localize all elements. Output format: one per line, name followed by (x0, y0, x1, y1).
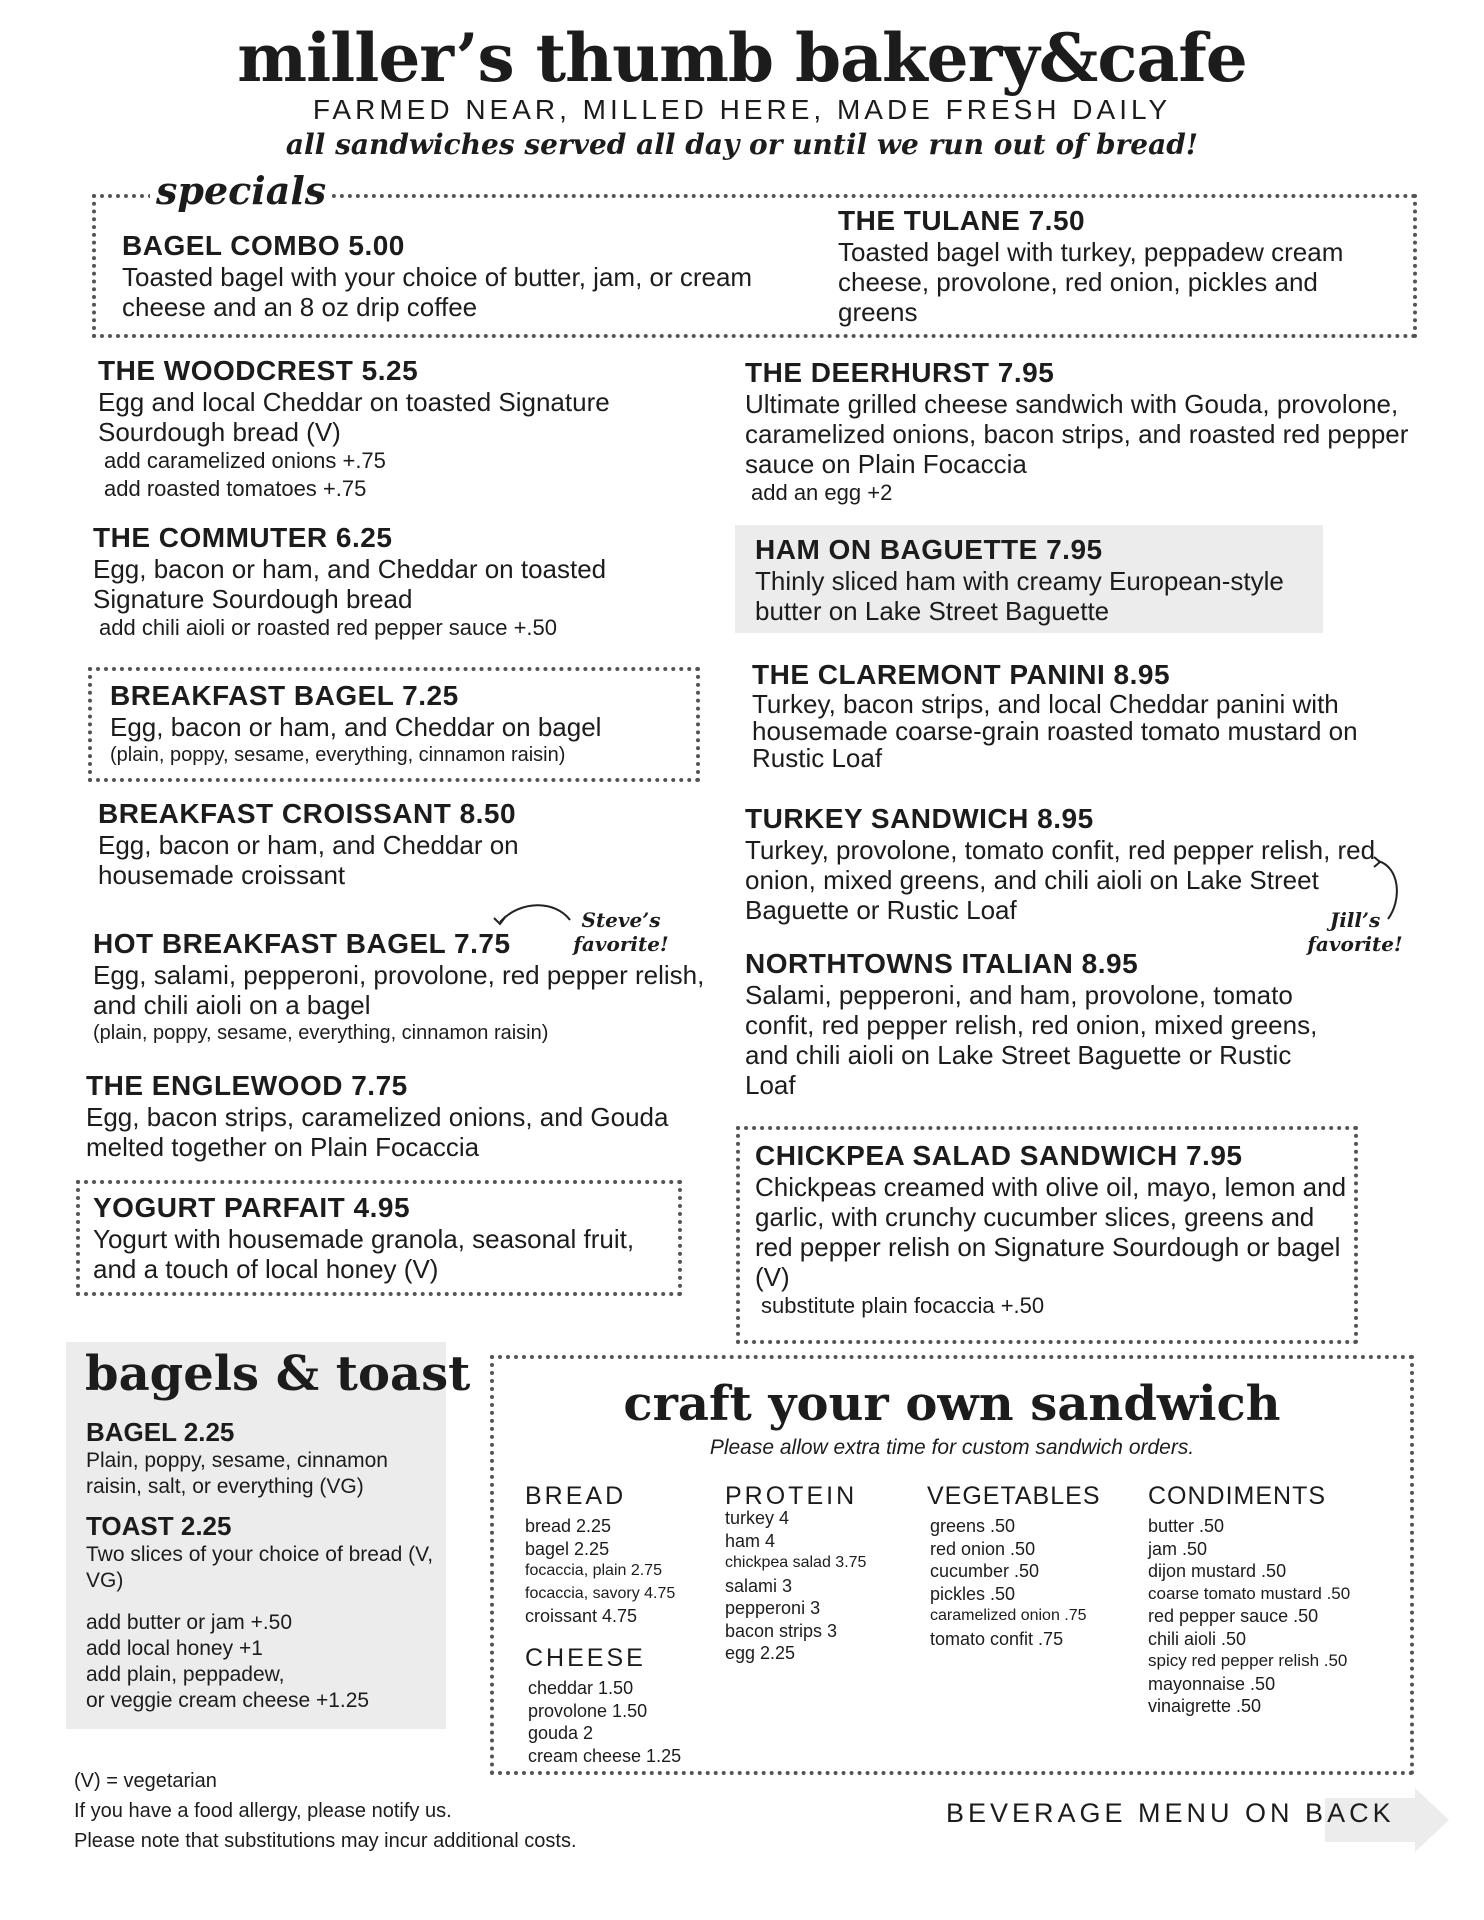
bread-option: bagel 2.25 (525, 1538, 610, 1559)
condiment-option: spicy red pepper relish .50 (1148, 1651, 1348, 1670)
vegetable-option: cucumber .50 (930, 1561, 1040, 1581)
item-note: (plain, poppy, sesame, everything, cinnamon raisin) (110, 744, 566, 766)
protein-heading: PROTEIN (725, 1482, 858, 1510)
protein-option: egg 2.25 (725, 1643, 796, 1663)
vegetable-option: greens .50 (930, 1516, 1016, 1536)
item-add: add an egg +2 (751, 480, 893, 505)
item-desc: Chickpeas creamed with olive oil, mayo, lemon and garlic, with crunchy cucumber slices, greens and red pepper relish on Signature Sourdough or bagel (V) (755, 1172, 1347, 1292)
condiment-option: mayonnaise .50 (1148, 1673, 1276, 1694)
vegetable-option: tomato confit .75 (930, 1628, 1064, 1649)
protein-column (725, 1482, 905, 1665)
item-name: TURKEY SANDWICH 8.95 (745, 803, 1094, 834)
vegetable-option: red onion .50 (930, 1538, 1036, 1559)
add-option: add local honey +1 (86, 1637, 263, 1660)
condiment-option: red pepper sauce .50 (1148, 1606, 1319, 1626)
item-add: add roasted tomatoes +.75 (104, 476, 367, 501)
item-name: THE CLAREMONT PANINI 8.95 (752, 659, 1171, 690)
bread-option: focaccia, plain 2.75 (525, 1562, 662, 1579)
menu-item-northtowns-italian (745, 948, 1355, 1100)
item-desc: Salami, pepperoni, and ham, provolone, tomato confit, red pepper relish, red onion, mixed greens, and chili aioli on Lake Street Baguette or Rustic Loaf (745, 980, 1318, 1100)
item-desc: Thinly sliced ham with creamy European-style butter on Lake Street Baguette (755, 566, 1284, 626)
specials-label: specials (150, 168, 332, 213)
menu-item-englewood (86, 1070, 696, 1162)
item-desc: Egg, bacon or ham, and Cheddar on bagel (110, 712, 602, 742)
condiment-option: coarse tomato mustard .50 (1148, 1583, 1351, 1603)
menu-item-turkey-sandwich (745, 803, 1395, 925)
add-option: add plain, peppadew, (86, 1663, 285, 1686)
menu-item-claremont-panini (752, 659, 1372, 772)
vegetables-column (927, 1482, 1127, 1650)
condiment-option: vinaigrette .50 (1148, 1696, 1262, 1716)
menu-item-ham-on-baguette (755, 534, 1315, 626)
item-desc: Egg, bacon or ham, and Cheddar on housemade croissant (98, 830, 519, 890)
item-name: YOGURT PARFAIT 4.95 (93, 1192, 411, 1223)
toast-item (86, 1510, 441, 1594)
curved-arrow-icon (490, 900, 580, 940)
item-name: THE COMMUTER 6.25 (93, 522, 393, 553)
bagel-toast-adds (86, 1610, 441, 1714)
protein-option: salami 3 (725, 1575, 793, 1596)
item-desc: Egg, bacon strips, caramelized onions, and Gouda melted together on Plain Focaccia (86, 1102, 669, 1162)
item-add: substitute plain focaccia +.50 (761, 1293, 1045, 1318)
protein-option: turkey 4 (725, 1508, 790, 1528)
bread-column (525, 1482, 705, 1628)
item-name: BREAKFAST CROISSANT 8.50 (98, 798, 517, 829)
condiment-option: chili aioli .50 (1148, 1628, 1247, 1649)
condiment-option: jam .50 (1148, 1538, 1208, 1559)
menu-item-breakfast-croissant (98, 798, 708, 890)
item-desc: Egg, salami, pepperoni, provolone, red pepper relish, and chili aioli on a bagel (93, 960, 705, 1020)
vegetable-option: pickles .50 (930, 1583, 1016, 1604)
item-add: add caramelized onions +.75 (104, 448, 386, 473)
cafe-title: miller’s thumb bakery&cafe (237, 19, 1247, 97)
footer-notes (74, 1766, 754, 1856)
item-desc: Egg, bacon or ham, and Cheddar on toasted Signature Sourdough bread (93, 554, 607, 614)
cheese-heading: CHEESE (525, 1644, 646, 1672)
craft-subtitle: Please allow extra time for custom sandwich orders. (709, 1436, 1195, 1459)
menu-item-yogurt-parfait (93, 1192, 663, 1284)
vegetable-option: caramelized onion .75 (930, 1607, 1087, 1624)
item-name: HOT BREAKFAST BAGEL 7.75 (93, 928, 511, 959)
vegetables-heading: VEGETABLES (927, 1482, 1101, 1510)
bagels-toast-title: bagels & toast (85, 1346, 471, 1402)
protein-option: chickpea salad 3.75 (725, 1554, 867, 1571)
protein-option: ham 4 (725, 1530, 776, 1551)
item-desc: Ultimate grilled cheese sandwich with Gouda, provolone, caramelized onions, bacon strips, and roasted red pepper sauce on Plain Focaccia (745, 389, 1409, 479)
item-note: (plain, poppy, sesame, everything, cinnamon raisin) (93, 1022, 549, 1044)
item-name: BAGEL COMBO 5.00 (122, 230, 405, 261)
tagline: FARMED NEAR, MILLED HERE, MADE FRESH DAILY (312, 94, 1172, 125)
craft-title: craft your own sandwich (623, 1376, 1281, 1432)
add-option: or veggie cream cheese +1.25 (86, 1689, 370, 1712)
item-desc: Two slices of your choice of bread (V, VG) (86, 1543, 434, 1592)
menu-item-chickpea-salad-sandwich (755, 1140, 1347, 1320)
condiments-column (1148, 1482, 1410, 1718)
item-desc: Turkey, provolone, tomato confit, red pepper relish, red onion, mixed greens, and chili aioli on Lake Street Baguette or Rustic Loaf (745, 835, 1376, 925)
substitution-note: Please note that substitutions may incur additional costs. (74, 1830, 577, 1852)
cheese-option: cheddar 1.50 (528, 1678, 634, 1698)
special-the-tulane (838, 205, 1393, 327)
item-desc: Turkey, bacon strips, and local Cheddar panini with housemade coarse-grain roasted tomato mustard on Rustic Loaf (752, 689, 1358, 773)
item-name: THE TULANE 7.50 (838, 205, 1086, 236)
item-desc: Plain, poppy, sesame, cinnamon raisin, salt, or everything (VG) (86, 1449, 388, 1498)
item-desc: Egg and local Cheddar on toasted Signature Sourdough bread (V) (98, 387, 610, 447)
add-option: add butter or jam +.50 (86, 1611, 293, 1634)
bagel-item (86, 1416, 441, 1500)
condiment-option: dijon mustard .50 (1148, 1561, 1287, 1581)
item-name: THE ENGLEWOOD 7.75 (86, 1070, 408, 1101)
item-name: TOAST 2.25 (86, 1511, 232, 1541)
condiment-option: butter .50 (1148, 1516, 1225, 1536)
vegetarian-legend: (V) = vegetarian (74, 1770, 217, 1792)
item-name: BAGEL 2.25 (86, 1417, 235, 1447)
bread-option: focaccia, savory 4.75 (525, 1584, 676, 1602)
steve-favorite-note: Steve’s favorite! (573, 908, 669, 956)
special-bagel-combo (122, 230, 762, 322)
menu-item-breakfast-bagel (110, 680, 690, 768)
item-add: add chili aioli or roasted red pepper sauce +.50 (99, 615, 558, 640)
cheese-option: gouda 2 (528, 1723, 594, 1743)
menu-item-commuter (93, 522, 703, 642)
item-name: HAM ON BAGUETTE 7.95 (755, 534, 1103, 565)
jill-favorite-note: Jill’s favorite! (1307, 908, 1403, 956)
protein-option: bacon strips 3 (725, 1620, 838, 1641)
curved-arrow-icon (1370, 855, 1410, 925)
item-desc: Yogurt with housemade granola, seasonal fruit, and a touch of local honey (V) (93, 1224, 635, 1284)
item-name: NORTHTOWNS ITALIAN 8.95 (745, 948, 1139, 979)
item-desc: Toasted bagel with turkey, peppadew cream cheese, provolone, red onion, pickles and greens (838, 237, 1344, 327)
bread-option: bread 2.25 (525, 1516, 612, 1536)
menu-item-deerhurst (745, 357, 1415, 507)
item-desc: Toasted bagel with your choice of butter, jam, or cream cheese and an 8 oz drip coffee (122, 262, 753, 322)
cheese-option: cream cheese 1.25 (528, 1745, 682, 1766)
protein-option: pepperoni 3 (725, 1598, 821, 1618)
item-name: BREAKFAST BAGEL 7.25 (110, 680, 459, 711)
item-name: THE WOODCREST 5.25 (98, 355, 419, 386)
item-name: THE DEERHURST 7.95 (745, 357, 1055, 388)
bread-heading: BREAD (525, 1482, 627, 1510)
cheese-column (525, 1644, 705, 1767)
allergy-note: If you have a food allergy, please notify us. (74, 1800, 452, 1822)
service-note: all sandwiches served all day or until we run out of bread! (285, 128, 1199, 161)
beverage-menu-link[interactable]: BEVERAGE MENU ON BACK (946, 1798, 1395, 1828)
item-name: CHICKPEA SALAD SANDWICH 7.95 (755, 1140, 1243, 1171)
condiments-heading: CONDIMENTS (1148, 1482, 1327, 1510)
menu-item-woodcrest (98, 355, 708, 503)
bread-option: croissant 4.75 (525, 1606, 638, 1626)
cheese-option: provolone 1.50 (528, 1700, 648, 1721)
